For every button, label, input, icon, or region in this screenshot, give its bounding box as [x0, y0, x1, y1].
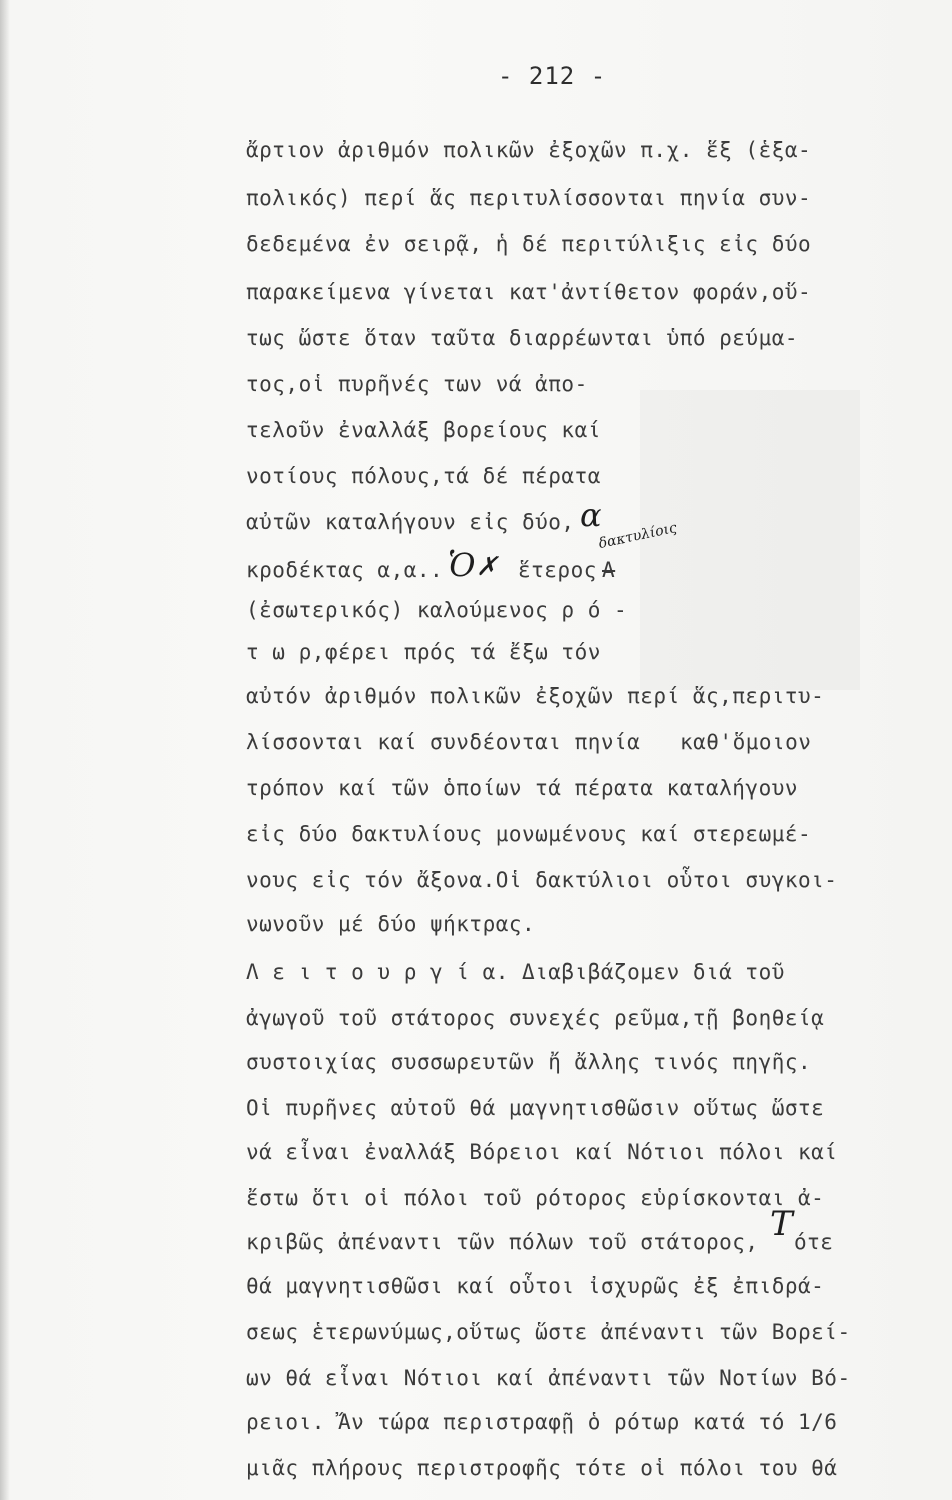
text-line-11: (ἐσωτερικός) καλούμενος ρ ό -: [246, 598, 628, 622]
text-line-27: σεως ἑτερωνύμως,οὕτως ὥστε ἀπέναντι τῶν Βορεί-: [246, 1320, 851, 1344]
text-line-30: μιᾶς πλήρους περιστροφῆς τότε οἱ πόλοι του θά: [246, 1456, 838, 1480]
text-line-26: θά μαγνητισθῶσι καί οὗτοι ἰσχυρῶς ἐξ ἐπιδρά-: [246, 1274, 825, 1298]
text-line-2: πολικός) περί ἅς περιτυλίσσονται πηνία συν-: [246, 186, 812, 210]
text-line-1: ἄρτιον ἀριθμόν πολικῶν ἐξοχῶν π.χ. ἕξ (ἑξα-: [246, 138, 812, 162]
paragraph-heading-line: Λ ε ι τ ο υ ρ γ ί α. Διαβιβάζομεν διά τοῦ: [246, 960, 785, 984]
text-line-4: παρακείμενα γίνεται κατ'ἀντίθετον φοράν,οὕ-: [246, 280, 812, 304]
handwritten-annotation: δακτυλίοις: [597, 519, 679, 553]
handwritten-tau-mark: Τ: [770, 1204, 793, 1244]
text-line-13: αὐτόν ἀριθμόν πολικῶν ἐξοχῶν περί ἅς,περιτυ-: [246, 684, 825, 708]
text-line-10-struck-letter: Α: [602, 558, 616, 582]
text-line-14: λίσσονται καί συνδέονται πηνία: [246, 730, 641, 754]
text-line-9: αὐτῶν καταλήγουν εἰς δύο,: [246, 510, 575, 534]
text-line-12: τ ω ρ,φέρει πρός τά ἔξω τόν: [246, 640, 601, 664]
page-number: - 212 -: [498, 62, 607, 90]
text-line-25: κριβῶς ἀπέναντι τῶν πόλων τοῦ στάτορος,: [246, 1230, 759, 1254]
text-line-5: τως ὥστε ὅταν ταῦτα διαρρέωνται ὑπό ρεύμα-: [246, 326, 799, 350]
text-line-18: νωνοῦν μέ δύο ψήκτρας.: [246, 912, 536, 936]
text-line-24: ἔστω ὅτι οἱ πόλοι τοῦ ρότορος εὑρίσκονται ἀ-: [246, 1186, 825, 1210]
text-line-10: κροδέκτας α,α..: [246, 558, 444, 582]
text-line-3: δεδεμένα ἐν σειρᾷ, ἡ δέ περιτύλιξις εἰς δύο: [246, 232, 812, 256]
text-line-29: ρειοι. Ἄν τώρα περιστραφῇ ὁ ρότωρ κατά τό 1/6: [246, 1410, 838, 1434]
handwritten-x-mark: ✗: [476, 552, 498, 582]
text-line-14-tail: καθ'ὅμοιον: [680, 730, 812, 754]
text-line-10-tail: ἕτερος: [518, 558, 597, 582]
bleed-through-shade: [640, 390, 860, 690]
handwritten-omicron-mark: Ὁ: [448, 546, 476, 584]
text-line-7: τελοῦν ἐναλλάξ βορείους καί: [246, 418, 601, 442]
page-edge-shadow: [0, 0, 10, 1500]
text-line-23: νά εἶναι ἐναλλάξ Βόρειοι καί Νότιοι πόλοι καί: [246, 1140, 838, 1164]
text-line-16: εἰς δύο δακτυλίους μονωμένους καί στερεωμέ-: [246, 822, 812, 846]
text-line-20: ἀγωγοῦ τοῦ στάτορος συνεχές ρεῦμα,τῇ βοηθείᾳ: [246, 1006, 825, 1030]
text-line-28: ων θά εἶναι Νότιοι καί ἀπέναντι τῶν Νοτίων Βό-: [246, 1366, 851, 1390]
text-line-8: νοτίους πόλους,τά δέ πέρατα: [246, 464, 601, 488]
handwritten-alpha: α: [580, 496, 602, 534]
text-line-25-tail: ότε: [794, 1230, 834, 1254]
text-line-6: τος,οἱ πυρῆνές των νά ἀπο-: [246, 372, 588, 396]
text-line-21: συστοιχίας συσσωρευτῶν ἤ ἄλλης τινός πηγῆς.: [246, 1050, 812, 1074]
text-line-17: νους εἰς τόν ἄξονα.Οἱ δακτύλιοι οὗτοι συγκοι-: [246, 868, 838, 892]
text-line-22: Οἱ πυρῆνες αὐτοῦ θά μαγνητισθῶσιν οὕτως ὥστε: [246, 1096, 825, 1120]
text-line-15: τρόπον καί τῶν ὁποίων τά πέρατα καταλήγουν: [246, 776, 799, 800]
